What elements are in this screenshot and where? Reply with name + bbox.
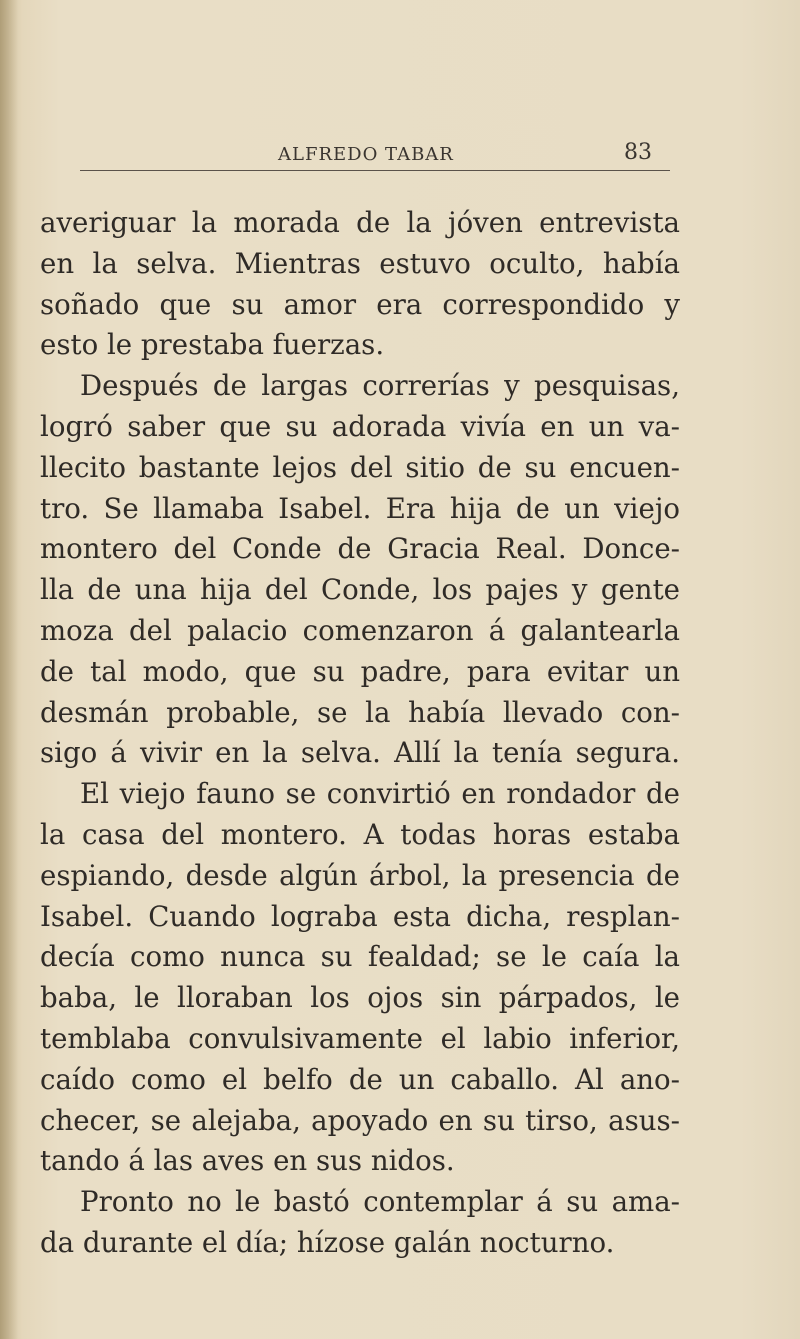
text-line: en la selva. Mientras estuvo oculto, había [40, 246, 680, 280]
text-line: Isabel. Cuando lograba esta dicha, resplan- [40, 899, 680, 933]
text-line: Pronto no le bastó contemplar á su ama- [80, 1185, 680, 1219]
text-line: soñado que su amor era correspondido y [40, 287, 680, 321]
text-line: lla de una hija del Conde, los pajes y gente [40, 573, 680, 607]
text-line: Después de largas correrías y pesquisas, [80, 369, 680, 403]
text-line: sigo á vivir en la selva. Allí la tenía segura. [40, 736, 680, 770]
text-line: moza del palacio comenzaron á galantearla [40, 613, 680, 647]
text-line: esto le prestaba fuerzas. [40, 328, 385, 362]
page-number: 83 [624, 140, 652, 165]
text-line: caído como el belfo de un caballo. Al ano- [40, 1062, 680, 1096]
text-line: llecito bastante lejos del sitio de su encuen- [40, 450, 680, 484]
text-line: averiguar la morada de la jóven entrevista [40, 206, 680, 239]
header-rule [80, 170, 670, 171]
running-head: ALFREDO TABAR [278, 144, 454, 165]
text-line: tando á las aves en sus nidos. [40, 1144, 455, 1178]
text-line: baba, le lloraban los ojos sin párpados, le [40, 981, 680, 1015]
text-line: checer, se alejaba, apoyado en su tirso, asus- [40, 1103, 680, 1137]
text-line: logró saber que su adorada vivía en un va- [40, 409, 680, 443]
text-line: decía como nunca su fealdad; se le caía la [40, 940, 680, 974]
page-header [120, 140, 670, 172]
text-line: El viejo fauno se convirtió en rondador de [80, 777, 680, 811]
text-line: espiando, desde algún árbol, la presencia de [40, 858, 680, 892]
text-line: la casa del montero. A todas horas estaba [40, 817, 680, 851]
text-line: de tal modo, que su padre, para evitar un [40, 654, 680, 688]
body-text [40, 203, 680, 1264]
spine-shadow [0, 0, 18, 1339]
text-line: desmán probable, se la había llevado con- [40, 695, 680, 729]
text-line: montero del Conde de Gracia Real. Donce- [40, 532, 680, 566]
text-line: tro. Se llamaba Isabel. Era hija de un viejo [40, 491, 680, 525]
text-line: da durante el día; hízose galán nocturno. [40, 1225, 615, 1259]
text-line: temblaba convulsivamente el labio inferior, [40, 1021, 680, 1055]
